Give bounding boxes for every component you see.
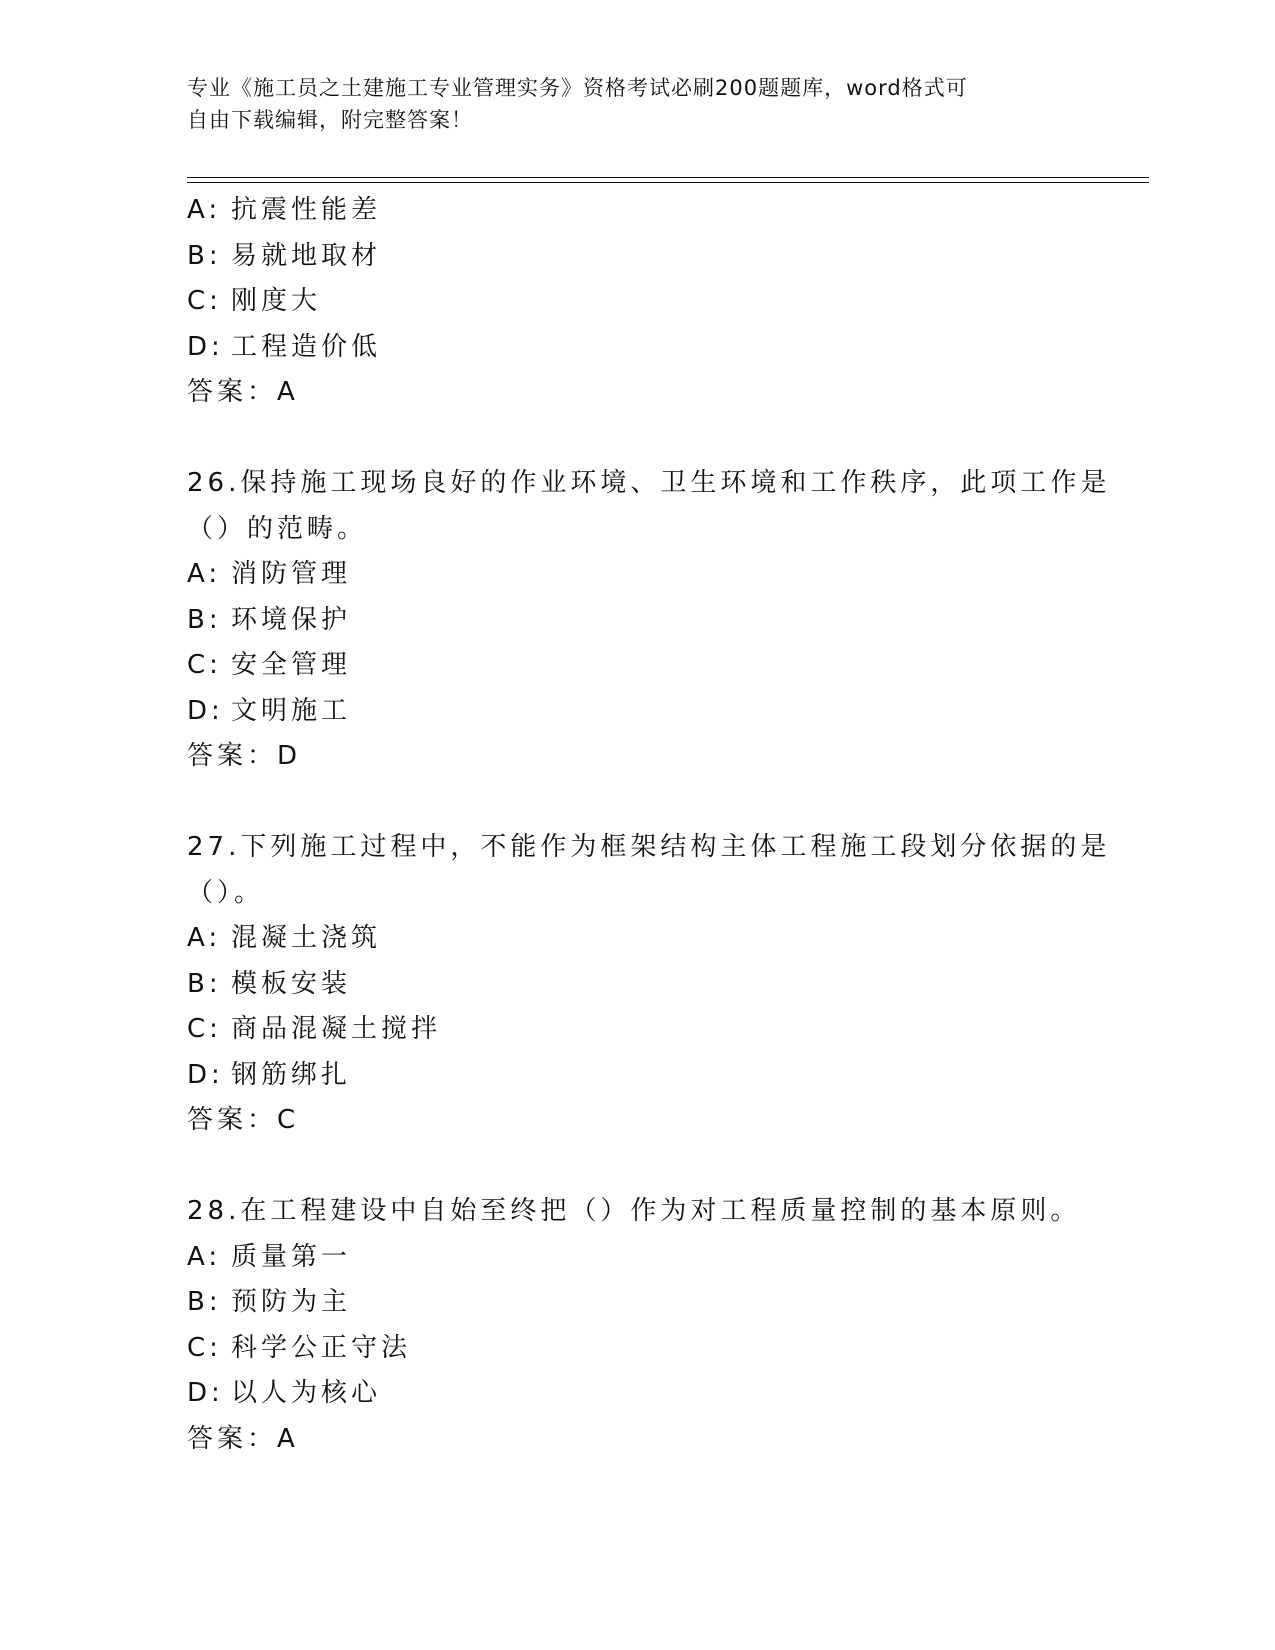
question-stem: 28.在工程建设中自始至终把（）作为对工程质量控制的基本原则。 xyxy=(187,1196,1081,1226)
answer: 答案：C xyxy=(187,1105,300,1135)
option-a: A: 抗震性能差 xyxy=(187,195,382,225)
question-25 xyxy=(187,188,1087,416)
question-27 xyxy=(187,825,1111,1144)
answer: 答案：D xyxy=(187,741,302,771)
option-c: C: 刚度大 xyxy=(187,286,322,316)
option-d: D: 文明施工 xyxy=(187,695,352,726)
header-line-1: 专业《施工员之土建施工专业管理实务》资格考试必刷200题题库，word格式可 xyxy=(187,76,968,100)
answer: 答案：A xyxy=(187,1423,299,1454)
option-d: D: 钢筋绑扎 xyxy=(187,1059,352,1090)
option-d: D: 工程造价低 xyxy=(187,331,382,362)
option-c: C: 科学公正守法 xyxy=(187,1332,412,1363)
option-a: A: 质量第一 xyxy=(187,1241,352,1272)
header-rule-bottom xyxy=(187,182,1149,183)
option-a: A: 消防管理 xyxy=(187,559,352,589)
question-stem: 26.保持施工现场良好的作业环境、卫生环境和工作秩序，此项工作是 xyxy=(187,468,1111,498)
option-b: B: 预防为主 xyxy=(187,1287,352,1317)
question-stem: 27.下列施工过程中，不能作为框架结构主体工程施工段划分依据的是 xyxy=(187,832,1111,862)
option-b: B: 易就地取材 xyxy=(187,240,382,271)
spacer xyxy=(187,780,1087,826)
option-a: A: 混凝土浇筑 xyxy=(187,923,382,953)
question-list xyxy=(187,188,1111,1462)
question-stem-cont: （）。 xyxy=(187,877,265,908)
question-26 xyxy=(187,461,1111,780)
header-line-2: 自由下载编辑，附完整答案！ xyxy=(187,108,473,132)
question-stem-cont: （）的范畴。 xyxy=(187,513,368,544)
option-c: C: 安全管理 xyxy=(187,650,352,680)
spacer xyxy=(187,1144,1087,1190)
option-b: B: 环境保护 xyxy=(187,604,352,635)
header-rule-top xyxy=(187,177,1149,178)
option-b: B: 模板安装 xyxy=(187,968,352,999)
question-28 xyxy=(187,1189,1087,1462)
spacer xyxy=(187,416,1087,462)
option-c: C: 商品混凝土搅拌 xyxy=(187,1014,442,1044)
option-d: D: 以人为核心 xyxy=(187,1378,382,1408)
page-header xyxy=(187,72,1067,136)
answer: 答案：A xyxy=(187,377,299,407)
